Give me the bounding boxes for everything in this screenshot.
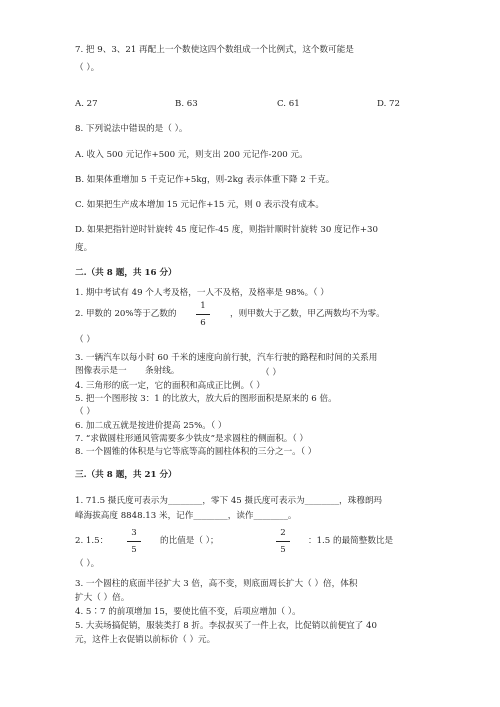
- s3-q5-line1: 5. 大卖场搞促销，服装类打 8 折。李叔叔买了一件上衣，比促销以前便宜了 40: [75, 621, 377, 631]
- fraction-numerator: 1: [200, 301, 206, 311]
- s3-q2-blank: （ ）。: [75, 559, 100, 569]
- q7-option-d: D. 72: [377, 99, 400, 109]
- s2-q7: 7. “求做圆柱形通风管需要多少铁皮”是求圆柱的侧面积。（ ）: [75, 434, 308, 444]
- s2-q6: 6. 加二成五就是按进价提高 25%。（ ）: [75, 421, 227, 431]
- s3-q1-line2: 峰海拔高度 8848.13 米，记作________，读作________。: [75, 511, 297, 521]
- s2-q5: 5. 把一个图形按 3：1 的比放大，放大后的图形面积是原来的 6 倍。: [75, 394, 337, 404]
- q8-option-d-line2: 度。: [75, 243, 93, 253]
- q7-option-b: B. 63: [175, 99, 198, 109]
- s2-q2-pre: 2. 甲数的 20%等于乙数的: [75, 309, 177, 319]
- s3-q2-pre: 2. 1.5：: [75, 536, 109, 546]
- s3-q3-line1: 3. 一个圆柱的底面半径扩大 3 倍，高不变，则底面周长扩大（ ）倍，体积: [75, 579, 358, 589]
- s3-q1-line1: 1. 71.5 摄氏度可表示为________，零下 45 摄氏度可表示为________，珠穆朗玛: [75, 496, 383, 506]
- s3-q4: 4. 5∶7 的前项增加 15，要使比值不变，后项应增加（ ）。: [75, 607, 301, 617]
- q7-option-a: A. 27: [75, 99, 98, 109]
- s2-q3-line2-pre: 图像表示是一: [75, 366, 127, 376]
- s2-q4: 4. 三角形的底一定，它的面积和高成正比例。（ ）: [75, 381, 265, 391]
- s3-q2-post: ：1.5 的最简整数比是: [308, 536, 394, 546]
- q8-option-b: B. 如果体重增加 5 千克记作+5kg，则-2kg 表示体重下降 2 千克。: [75, 175, 335, 185]
- fraction-denominator: 5: [280, 545, 286, 555]
- q7-stem-line1: 7. 把 9、3、21 再配上一个数使这四个数组成一个比例式，这个数可能是: [75, 45, 354, 55]
- s3-q2-mid: 的比值是（ ）；: [160, 536, 219, 546]
- s3-q5-line2: 元，这件上衣促销以前标价（ ）元。: [75, 635, 216, 645]
- fraction-bar: [276, 541, 290, 542]
- section3-title: 三.（共 8 题，共 21 分）: [75, 470, 177, 480]
- s2-q2-post: ，则甲数大于乙数，甲乙两数均不为零。: [230, 309, 385, 319]
- s2-q3-line1: 3. 一辆汽车以每小时 60 千米的速度向前行驶，汽车行驶的路程和时间的关系用: [75, 353, 378, 363]
- s2-q1: 1. 期中考试有 49 个人考及格，一人不及格，及格率是 98%。（ ）: [75, 288, 329, 298]
- q8-option-c: C. 如果把生产成本增加 15 元记作+15 元，则 0 表示没有成本。: [75, 200, 324, 210]
- fraction-numerator: 3: [131, 528, 137, 538]
- s2-q5-blank: （ ）: [75, 407, 95, 417]
- q7-option-c: C. 61: [277, 99, 300, 109]
- s2-q2-fraction: [194, 301, 212, 328]
- q7-stem-line2: （ ）。: [75, 63, 100, 73]
- fraction-denominator: 5: [131, 545, 137, 555]
- q8-option-a: A. 收入 500 元记作+500 元，则支出 200 元记作-200 元。: [75, 150, 308, 160]
- s2-q2-text: [75, 308, 177, 320]
- fraction-denominator: 6: [200, 318, 206, 328]
- q8-stem: 8. 下列说法中错误的是（ ）。: [75, 124, 188, 134]
- s3-q3-line2: 扩大（ ）倍。: [75, 593, 130, 603]
- section2-title: 二.（共 8 题，共 16 分）: [75, 268, 177, 278]
- fraction-bar: [196, 314, 210, 315]
- s2-q2-blank: （ ）: [75, 335, 95, 345]
- fraction-numerator: 2: [280, 528, 286, 538]
- fraction-bar: [127, 541, 141, 542]
- s2-q3-line2-mid: 条射线。: [145, 366, 180, 376]
- s2-q8: 8. 一个圆锥的体积是与它等底等高的圆柱体积的三分之一。（ ）: [75, 447, 317, 457]
- s3-q2-fraction-1: [125, 528, 143, 555]
- s2-q3-blank: （ ）: [261, 368, 281, 378]
- q8-option-d-line1: D. 如果把指针逆时针旋转 45 度记作-45 度，则指针顺时针旋转 30 度记作+30: [75, 225, 378, 235]
- s3-q2-fraction-2: [274, 528, 292, 555]
